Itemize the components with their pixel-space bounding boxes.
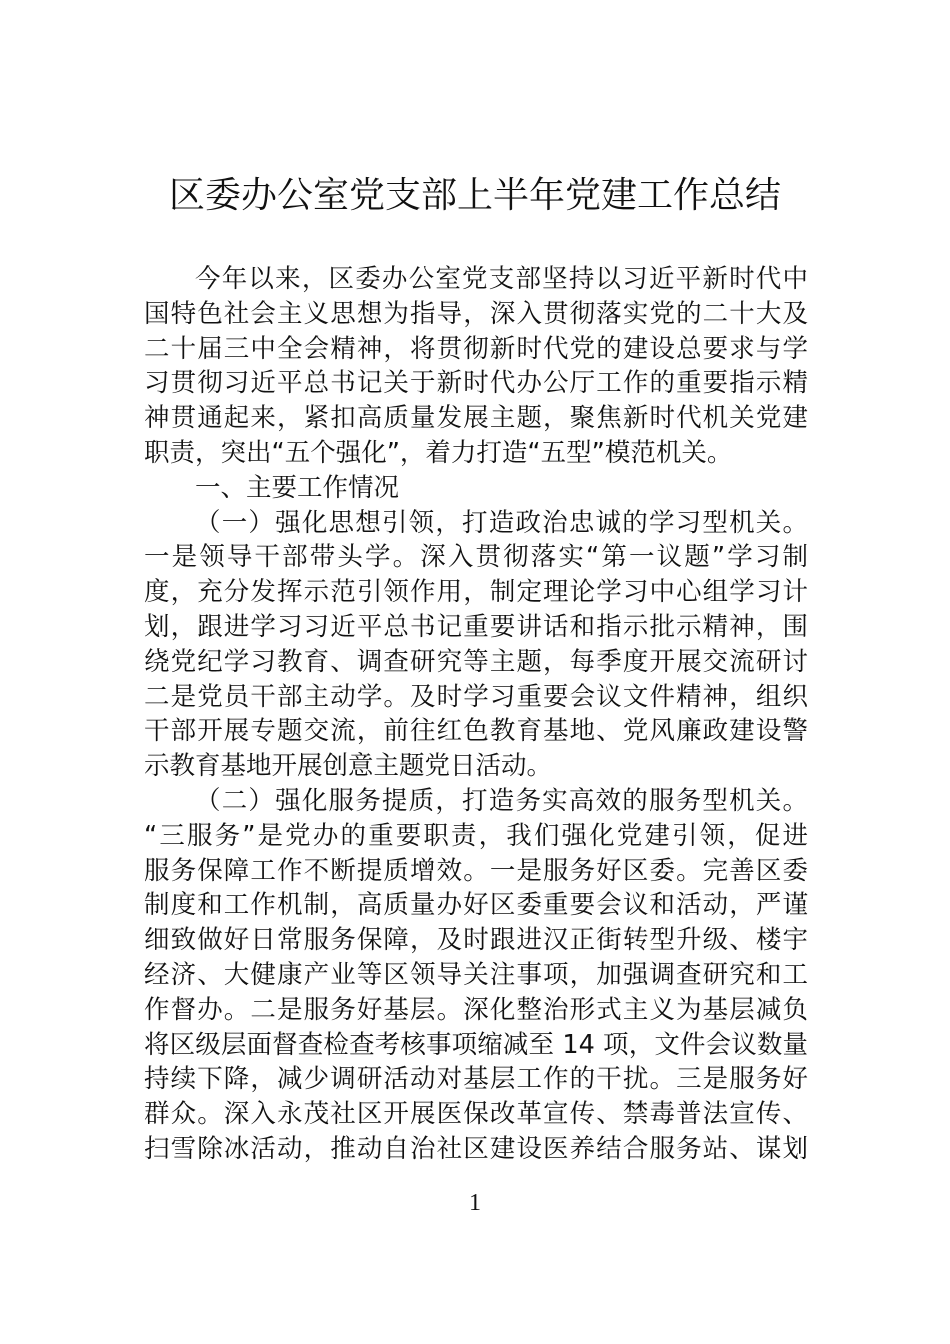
paragraph-line: 今年以来，区委办公室党支部坚持以习近平新时代中 bbox=[195, 264, 808, 294]
document-body bbox=[144, 262, 808, 1167]
paragraph-line: 度，充分发挥示范引领作用，制定理论学习中心组学习计 bbox=[144, 577, 808, 608]
paragraph-line: “三服务”是党办的重要职责，我们强化党建引领，促进 bbox=[144, 820, 808, 851]
paragraph-line: 划，跟进学习习近平总书记重要讲话和指示批示精神，围 bbox=[144, 611, 808, 642]
paragraph-line: 职责，突出“五个强化”，着力打造“五型”模范机关。 bbox=[144, 437, 733, 468]
paragraph-line: 群众。深入永茂社区开展医保改革宣传、禁毒普法宣传、 bbox=[144, 1099, 808, 1130]
paragraph-line: 神贯通起来，紧扣高质量发展主题，聚焦新时代机关党建 bbox=[144, 403, 808, 434]
paragraph-line: 一是领导干部带头学。深入贯彻落实“第一议题”学习制 bbox=[144, 542, 808, 573]
paragraph-line: 国特色社会主义思想为指导，深入贯彻落实党的二十大及 bbox=[144, 298, 808, 329]
paragraph-line: 二十届三中全会精神，将贯彻新时代党的建设总要求与学 bbox=[144, 333, 808, 364]
page-number: 1 bbox=[469, 1190, 481, 1216]
paragraph-line: 持续下降，减少调研活动对基层工作的干扰。三是服务好 bbox=[144, 1064, 808, 1095]
paragraph-line: 制度和工作机制，高质量办好区委重要会议和活动，严谨 bbox=[144, 890, 808, 921]
paragraph-line: 习贯彻习近平总书记关于新时代办公厅工作的重要指示精 bbox=[144, 368, 808, 399]
paragraph-line: 扫雪除冰活动，推动自治社区建设医养结合服务站、谋划 bbox=[144, 1133, 808, 1164]
paragraph-line: 二是党员干部主动学。及时学习重要会议文件精神，组织 bbox=[144, 681, 808, 712]
subsection-heading: （二）强化服务提质，打造务实高效的服务型机关。 bbox=[195, 785, 808, 816]
document-title: 区委办公室党支部上半年党建工作总结 bbox=[168, 175, 781, 216]
paragraph-line: 作督办。二是服务好基层。深化整治形式主义为基层减负 bbox=[144, 994, 808, 1025]
paragraph-line: 示教育基地开展创意主题党日活动。 bbox=[144, 751, 553, 782]
paragraph-line: 干部开展专题交流，前往红色教育基地、党风廉政建设警 bbox=[144, 716, 808, 747]
paragraph-line: 将区级层面督查检查考核事项缩减至 14 项，文件会议数量 bbox=[144, 1029, 808, 1060]
paragraph-line: 绕党纪学习教育、调查研究等主题，每季度开展交流研讨 bbox=[144, 646, 808, 677]
section-heading: 一、主要工作情况 bbox=[195, 472, 400, 503]
paragraph-line: 服务保障工作不断提质增效。一是服务好区委。完善区委 bbox=[144, 855, 808, 886]
paragraph-line: 经济、大健康产业等区领导关注事项，加强调查研究和工 bbox=[144, 959, 808, 990]
subsection-heading: （一）强化思想引领，打造政治忠诚的学习型机关。 bbox=[195, 507, 808, 538]
paragraph-line: 细致做好日常服务保障，及时跟进汉正街转型升级、楼宇 bbox=[144, 925, 808, 956]
